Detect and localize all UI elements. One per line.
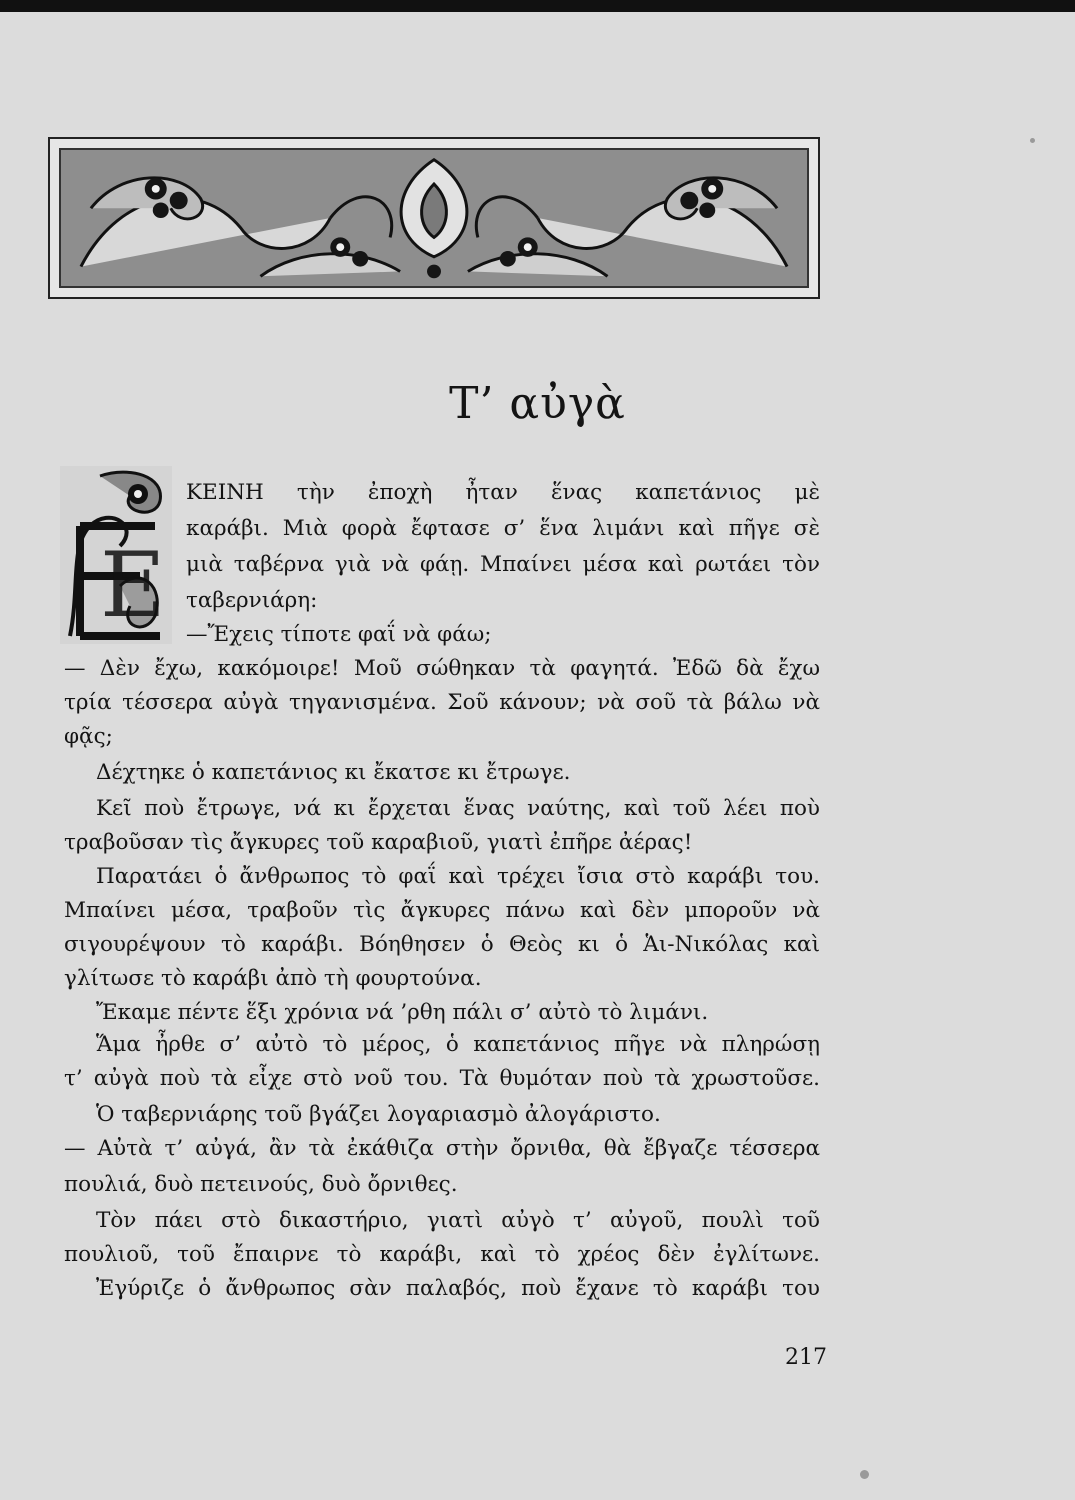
text-line: φᾷς;: [64, 724, 113, 749]
text-line: —Ἔχεις τίποτε φαΐ νὰ φάω;: [186, 622, 492, 647]
dropcap-letter: Ε: [100, 533, 166, 638]
text-line: — Δὲν ἔχω, κακόμοιρε! Μοῦ σώθηκαν τὰ φαγητά. Ἐδῶ δὰ ἔχω: [64, 656, 820, 681]
text-line: ταβερνιάρη:: [186, 588, 318, 613]
text-line: Μπαίνει μέσα, τραβοῦν τὶς ἄγκυρες πάνω καὶ δὲν μποροῦν νὰ: [64, 898, 820, 923]
text-line: τρία τέσσερα αὐγὰ τηγανισμένα. Σοῦ κάνουν; νὰ σοῦ τὰ βάλω νὰ: [64, 690, 820, 715]
scan-speck: [1030, 138, 1035, 143]
text-line: Παρατάει ὁ ἄνθρωπος τὸ φαΐ καὶ τρέχει ἴσια στὸ καράβι του.: [96, 864, 820, 889]
text-line: μιὰ ταβέρνα γιὰ νὰ φάῃ. Μπαίνει μέσα καὶ ρωτάει τὸν: [186, 552, 820, 577]
scan-speck: [860, 1470, 869, 1479]
text-line: πουλιοῦ, τοῦ ἔπαιρνε τὸ καράβι, καὶ τὸ χρέος δὲν ἐγλίτωνε.: [64, 1242, 820, 1267]
floral-scroll-ornament: [61, 150, 807, 286]
text-line: Κεῖ ποὺ ἔτρωγε, νά κι ἔρχεται ἕνας ναύτης, καὶ τοῦ λέει ποὺ: [96, 796, 820, 821]
text-line: τ’ αὐγὰ ποὺ τὰ εἶχε στὸ νοῦ του. Τὰ θυμόταν ποὺ τὰ χρωστοῦσε.: [64, 1066, 820, 1091]
page-number: 217: [785, 1345, 827, 1370]
text-line: Ἐγύριζε ὁ ἄνθρωπος σὰν παλαβός, ποὺ ἔχανε τὸ καράβι του: [96, 1276, 820, 1301]
text-line: Ἅμα ἦρθε σ’ αὐτὸ τὸ μέρος, ὁ καπετάνιος πῆγε νὰ πληρώσῃ: [96, 1032, 820, 1057]
illuminated-dropcap: [60, 466, 172, 644]
text-line: Ὁ ταβερνιάρης τοῦ βγάζει λογαριασμὸ ἀλογάριστο.: [96, 1102, 661, 1127]
text-line: πουλιά, δυὸ πετεινούς, δυὸ ὄρνιθες.: [64, 1172, 458, 1197]
text-line: γλίτωσε τὸ καράβι ἀπὸ τὴ φουρτούνα.: [64, 966, 482, 991]
text-line: — Αὐτὰ τ’ αὐγά, ἂν τὰ ἐκάθιζα στὴν ὄρνιθα, θὰ ἔβγαζε τέσσερα: [64, 1136, 820, 1161]
scan-top-edge: [0, 0, 1075, 12]
text-line: σιγουρέψουν τὸ καράβι. Βόηθησεν ὁ Θεὸς κι ὁ Ἁι-Νικόλας καὶ: [64, 932, 820, 957]
story-title: Τ’ αὐγὰ: [449, 378, 626, 429]
text-line: τραβοῦσαν τὶς ἄγκυρες τοῦ καραβιοῦ, γιατὶ ἐπῆρε ἀέρας!: [64, 830, 693, 855]
text-line: Τὸν πάει στὸ δικαστήριο, γιατὶ αὐγὸ τ’ αὐγοῦ, πουλὶ τοῦ: [96, 1208, 820, 1233]
text-line: Δέχτηκε ὁ καπετάνιος κι ἔκατσε κι ἔτρωγε.: [96, 760, 571, 785]
ornamental-header-banner: [48, 137, 820, 299]
text-line: ΚΕΙΝΗ τὴν ἐποχὴ ἦταν ἕνας καπετάνιος μὲ: [186, 480, 820, 505]
text-line: Ἔκαμε πέντε ἕξι χρόνια νά ’ρθη πάλι σ’ αὐτὸ τὸ λιμάνι.: [96, 1000, 709, 1025]
text-line: καράβι. Μιὰ φορὰ ἔφτασε σ’ ἕνα λιμάνι καὶ πῆγε σὲ: [186, 516, 820, 541]
